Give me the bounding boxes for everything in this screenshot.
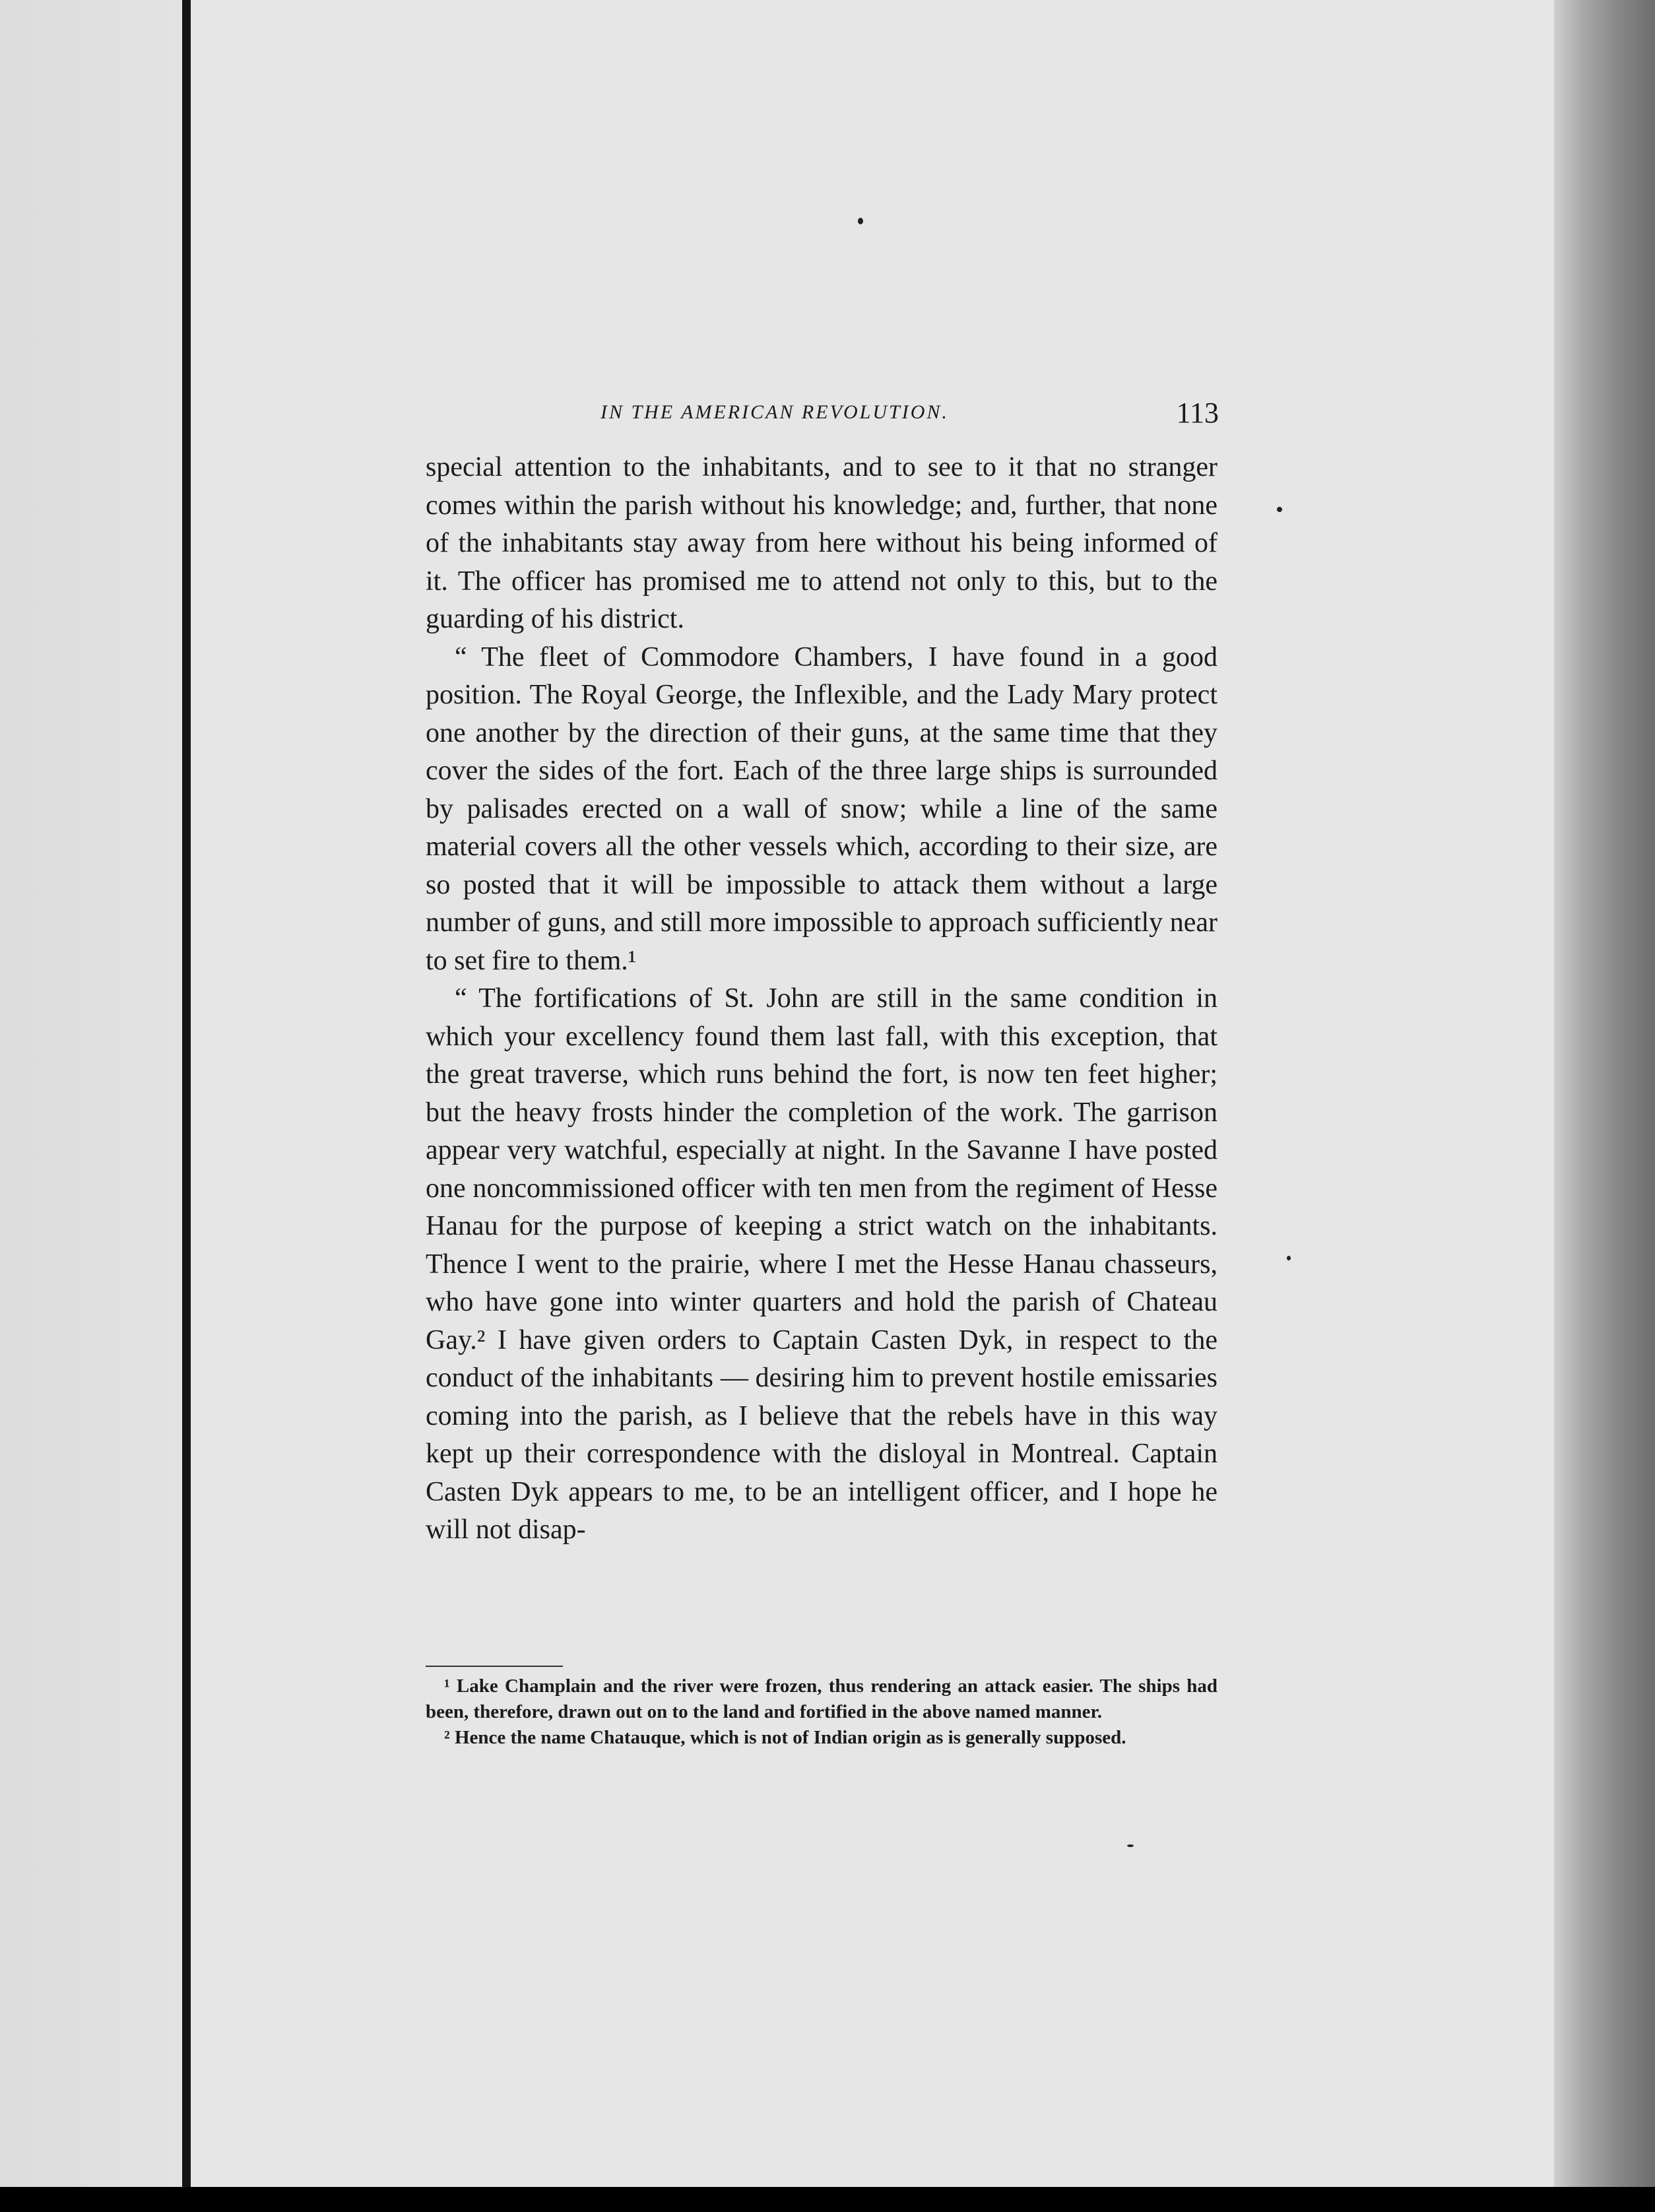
paragraph: special attention to the inhabitants, and to see to it that no stranger comes within the parish without his knowledge; and, further, that none of the inhabitants stay away from here without his being informed of it. The officer has promised me to attend not only to this, but to the guarding of his district. <box>426 452 1217 634</box>
footnotes <box>426 1674 1217 1751</box>
paragraph: “ The fortifications of St. John are still in the same condition in which your excellency found them last fall, with this exception, that the great traverse, which runs behind the fort, is now ten feet higher; but the heavy frosts hinder the completion of the work. The garrison appear very watchful, especially at night. In the Savanne I have posted one noncommissioned officer with ten men from the regiment of Hesse Hanau for the purpose of keeping a strict watch on the inhabitants. Thence I went to the prairie, where I met the Hesse Hanau chasseurs, who have gone into winter quarters and hold the parish of Chateau Gay.² I have given orders to Captain Casten Dyk, in respect to the conduct of the inhabitants — desiring him to prevent hostile emissaries coming into the parish, as I believe that the rebels have in this way kept up their correspondence with the disloyal in Montreal. Captain Casten Dyk appears to me, to be an intelligent officer, and I hope he will not disap- <box>426 983 1217 1545</box>
footnote: ¹ Lake Champlain and the river were frozen, thus rendering an attack easier. The ships had been, therefore, drawn out on to the land and fortified in the above named manner. <box>426 1675 1217 1722</box>
page-number: 113 <box>1176 397 1219 429</box>
paragraph: “ The fleet of Commodore Chambers, I have found in a good position. The Royal George, the Inflexible, and the Lady Mary protect one another by the direction of their guns, at the same time that they cover the sides of the fort. Each of the three large ships is surrounded by palisades erected on a wall of snow; while a line of the same material covers all the other vessels which, according to their size, are so posted that it will be impossible to attack them without a large number of guns, and still more impossible to approach sufficiently near to set fire to them.¹ <box>426 641 1217 976</box>
print-speck <box>1127 1844 1134 1847</box>
page-header <box>422 396 1224 436</box>
running-head: IN THE AMERICAN REVOLUTION. <box>600 401 949 423</box>
body-text <box>426 449 1217 1549</box>
book-spine <box>182 0 191 2187</box>
scan-border <box>0 2187 1655 2212</box>
left-page-margin <box>0 0 181 2187</box>
print-speck <box>1277 507 1282 512</box>
footnote: ² Hence the name Chatauque, which is not of Indian origin as is generally supposed. <box>444 1727 1126 1748</box>
footnote-divider <box>426 1666 563 1667</box>
print-speck <box>1287 1256 1291 1260</box>
page-edge-shadow <box>1554 0 1655 2212</box>
print-speck <box>858 218 863 224</box>
